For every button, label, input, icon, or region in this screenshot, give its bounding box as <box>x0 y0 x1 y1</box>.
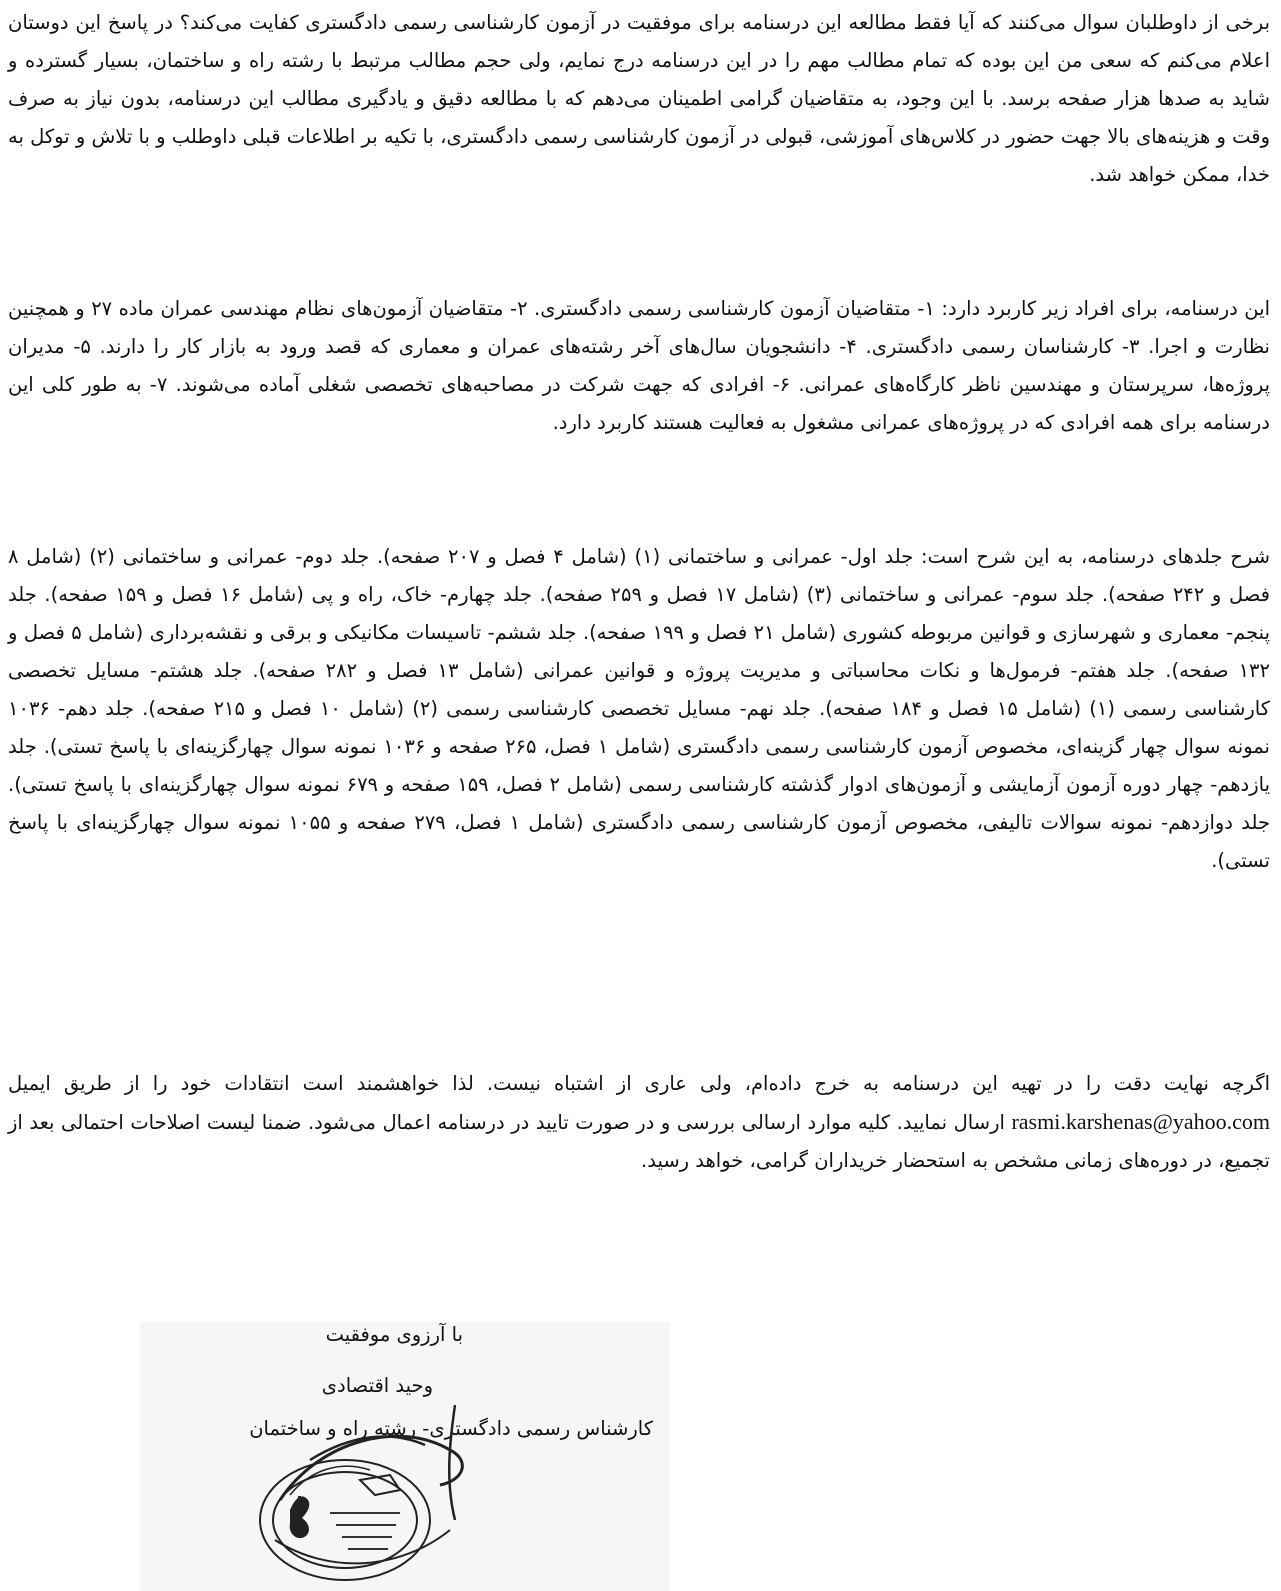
feedback-text-start: اگرچه نهایت دقت را در تهیه این درسنامه به خرج داده‌ام، ولی عاری از اشتباه نیست. لذا خواهشمند است انتقادات خود را از طریق ایمیل <box>8 1072 1270 1095</box>
signature-title: کارشناس رسمی دادگستری- رشته راه و ساختمان <box>249 1417 653 1440</box>
signature-author: وحید اقتصادی <box>321 1374 433 1397</box>
paragraph-volumes: شرح جلدهای درسنامه، به این شرح است: جلد اول- عمرانی و ساختمانی (۱) (شامل ۴ فصل و ۲۰۷ صفحه). جلد دوم- عمرانی و ساختمانی (۲) (شامل ۸ فصل و ۲۴۲ صفحه). جلد سوم- عمرانی و ساختمانی (۳) (شامل ۱۷ فصل و ۲۵۹ صفحه). جلد چهارم- خاک، راه و پی (شامل ۱۶ فصل و ۱۵۹ صفحه). جلد پنجم- معماری و شهرسازی و قوانین مربوطه کشوری (شامل ۲۱ فصل و ۱۹۹ صفحه). جلد ششم- تاسیسات مکانیکی و برقی و نقشه‌برداری (شامل ۵ فصل و ۱۳۲ صفحه). جلد هفتم- فرمول‌ها و نکات محاسباتی و مدیریت پروژه و قوانین عمرانی (شامل ۱۳ فصل و ۲۸۲ صفحه). جلد هشتم- مسایل تخصصی کارشناسی رسمی (۱) (شامل ۱۵ فصل و ۱۸۴ صفحه). جلد نهم- مسایل تخصصی کارشناسی رسمی (۲) (شامل ۱۰ فصل و ۲۱۵ صفحه). جلد دهم- ۱۰۳۶ نمونه سوال چهار گزینه‌ای، مخصوص آزمون کارشناسی رسمی دادگستری (شامل ۱ فصل، ۲۶۵ صفحه و ۱۰۳۶ نمونه سوال چهارگزینه‌ای با پاسخ تستی). جلد یازدهم- چهار دوره آزمون آزمایشی و آزمون‌های ادوار گذشته کارشناسی رسمی (شامل ۲ فصل، ۱۵۹ صفحه و ۶۷۹ نمونه سوال چهارگزینه‌ای با پاسخ تستی). جلد دوازدهم- نمونه سوالات تالیفی، مخصوص آزمون کارشناسی رسمی دادگستری (شامل ۱ فصل، ۲۷۹ صفحه و ۱۰۵۵ نمونه سوال چهارگزینه‌ای با پاسخ تستی). <box>8 545 1271 872</box>
official-stamp-and-signature <box>250 1400 490 1590</box>
stamp-outer-ring <box>260 1460 430 1580</box>
emblem-icon <box>290 1496 310 1538</box>
email-address[interactable]: rasmi.karshenas@yahoo.com <box>1011 1109 1270 1134</box>
paragraph-intro: برخی از داوطلبان سوال می‌کنند که آیا فقط مطالعه این درسنامه برای موفقیت در آزمون کارشناسی رسمی دادگستری کفایت می‌کند؟ در پاسخ این دوستان اعلام می‌کنم که سعی من این بوده که تمام مطالب مهم را در این درسنامه درج نمایم، ولی حجم مطالب مرتبط با رشته راه و ساختمان، بسیار گسترده و شاید به صدها هزار صفحه برسد. با این وجود، به متقاضیان گرامی اطمینان می‌دهم که با مطالعه دقیق و یادگیری مطالب این درسنامه، بدون نیاز به صرف وقت و هزینه‌های بالا جهت حضور در کلاس‌های آموزشی، قبولی در آزمون کارشناسی رسمی دادگستری، با تکیه بر اطلاعات قبلی داوطلب و با تلاش و توکل به خدا، ممکن خواهد شد. <box>8 11 1270 186</box>
signature-closing: با آرزوی موفقیت <box>325 1323 463 1346</box>
feedback-text-end: ارسال نمایید. کلیه موارد ارسالی بررسی و در صورت تایید در درسنامه اعمال می‌شود. ضمنا لیست اصلاحات احتمالی بعد از تجمیع، در دوره‌های زمانی مشخص به استحضار خریداران گرامی، خواهد رسید. <box>8 1111 1270 1172</box>
paragraph-audience: این درسنامه، برای افراد زیر کاربرد دارد: ۱- متقاضیان آزمون کارشناسی رسمی دادگستری. ۲- متقاضیان آزمون‌های نظام مهندسی عمران ماده ۲۷ و همچنین نظارت و اجرا. ۳- کارشناسان رسمی دادگستری. ۴- دانشجویان سال‌های آخر رشته‌های عمران و معماری که قصد ورود به بازار کار را دارند. ۵- مدیران پروژه‌ها، سرپرستان و مهندسین ناظر کارگاه‌های عمرانی. ۶- افرادی که جهت شرکت در مصاحبه‌های تخصصی شغلی آماده می‌شوند. ۷- به طور کلی این درسنامه برای همه افرادی که در پروژه‌های عمرانی مشغول به فعالیت هستند کاربرد دارد. <box>8 297 1271 434</box>
paragraph-feedback <box>8 1065 1270 1180</box>
